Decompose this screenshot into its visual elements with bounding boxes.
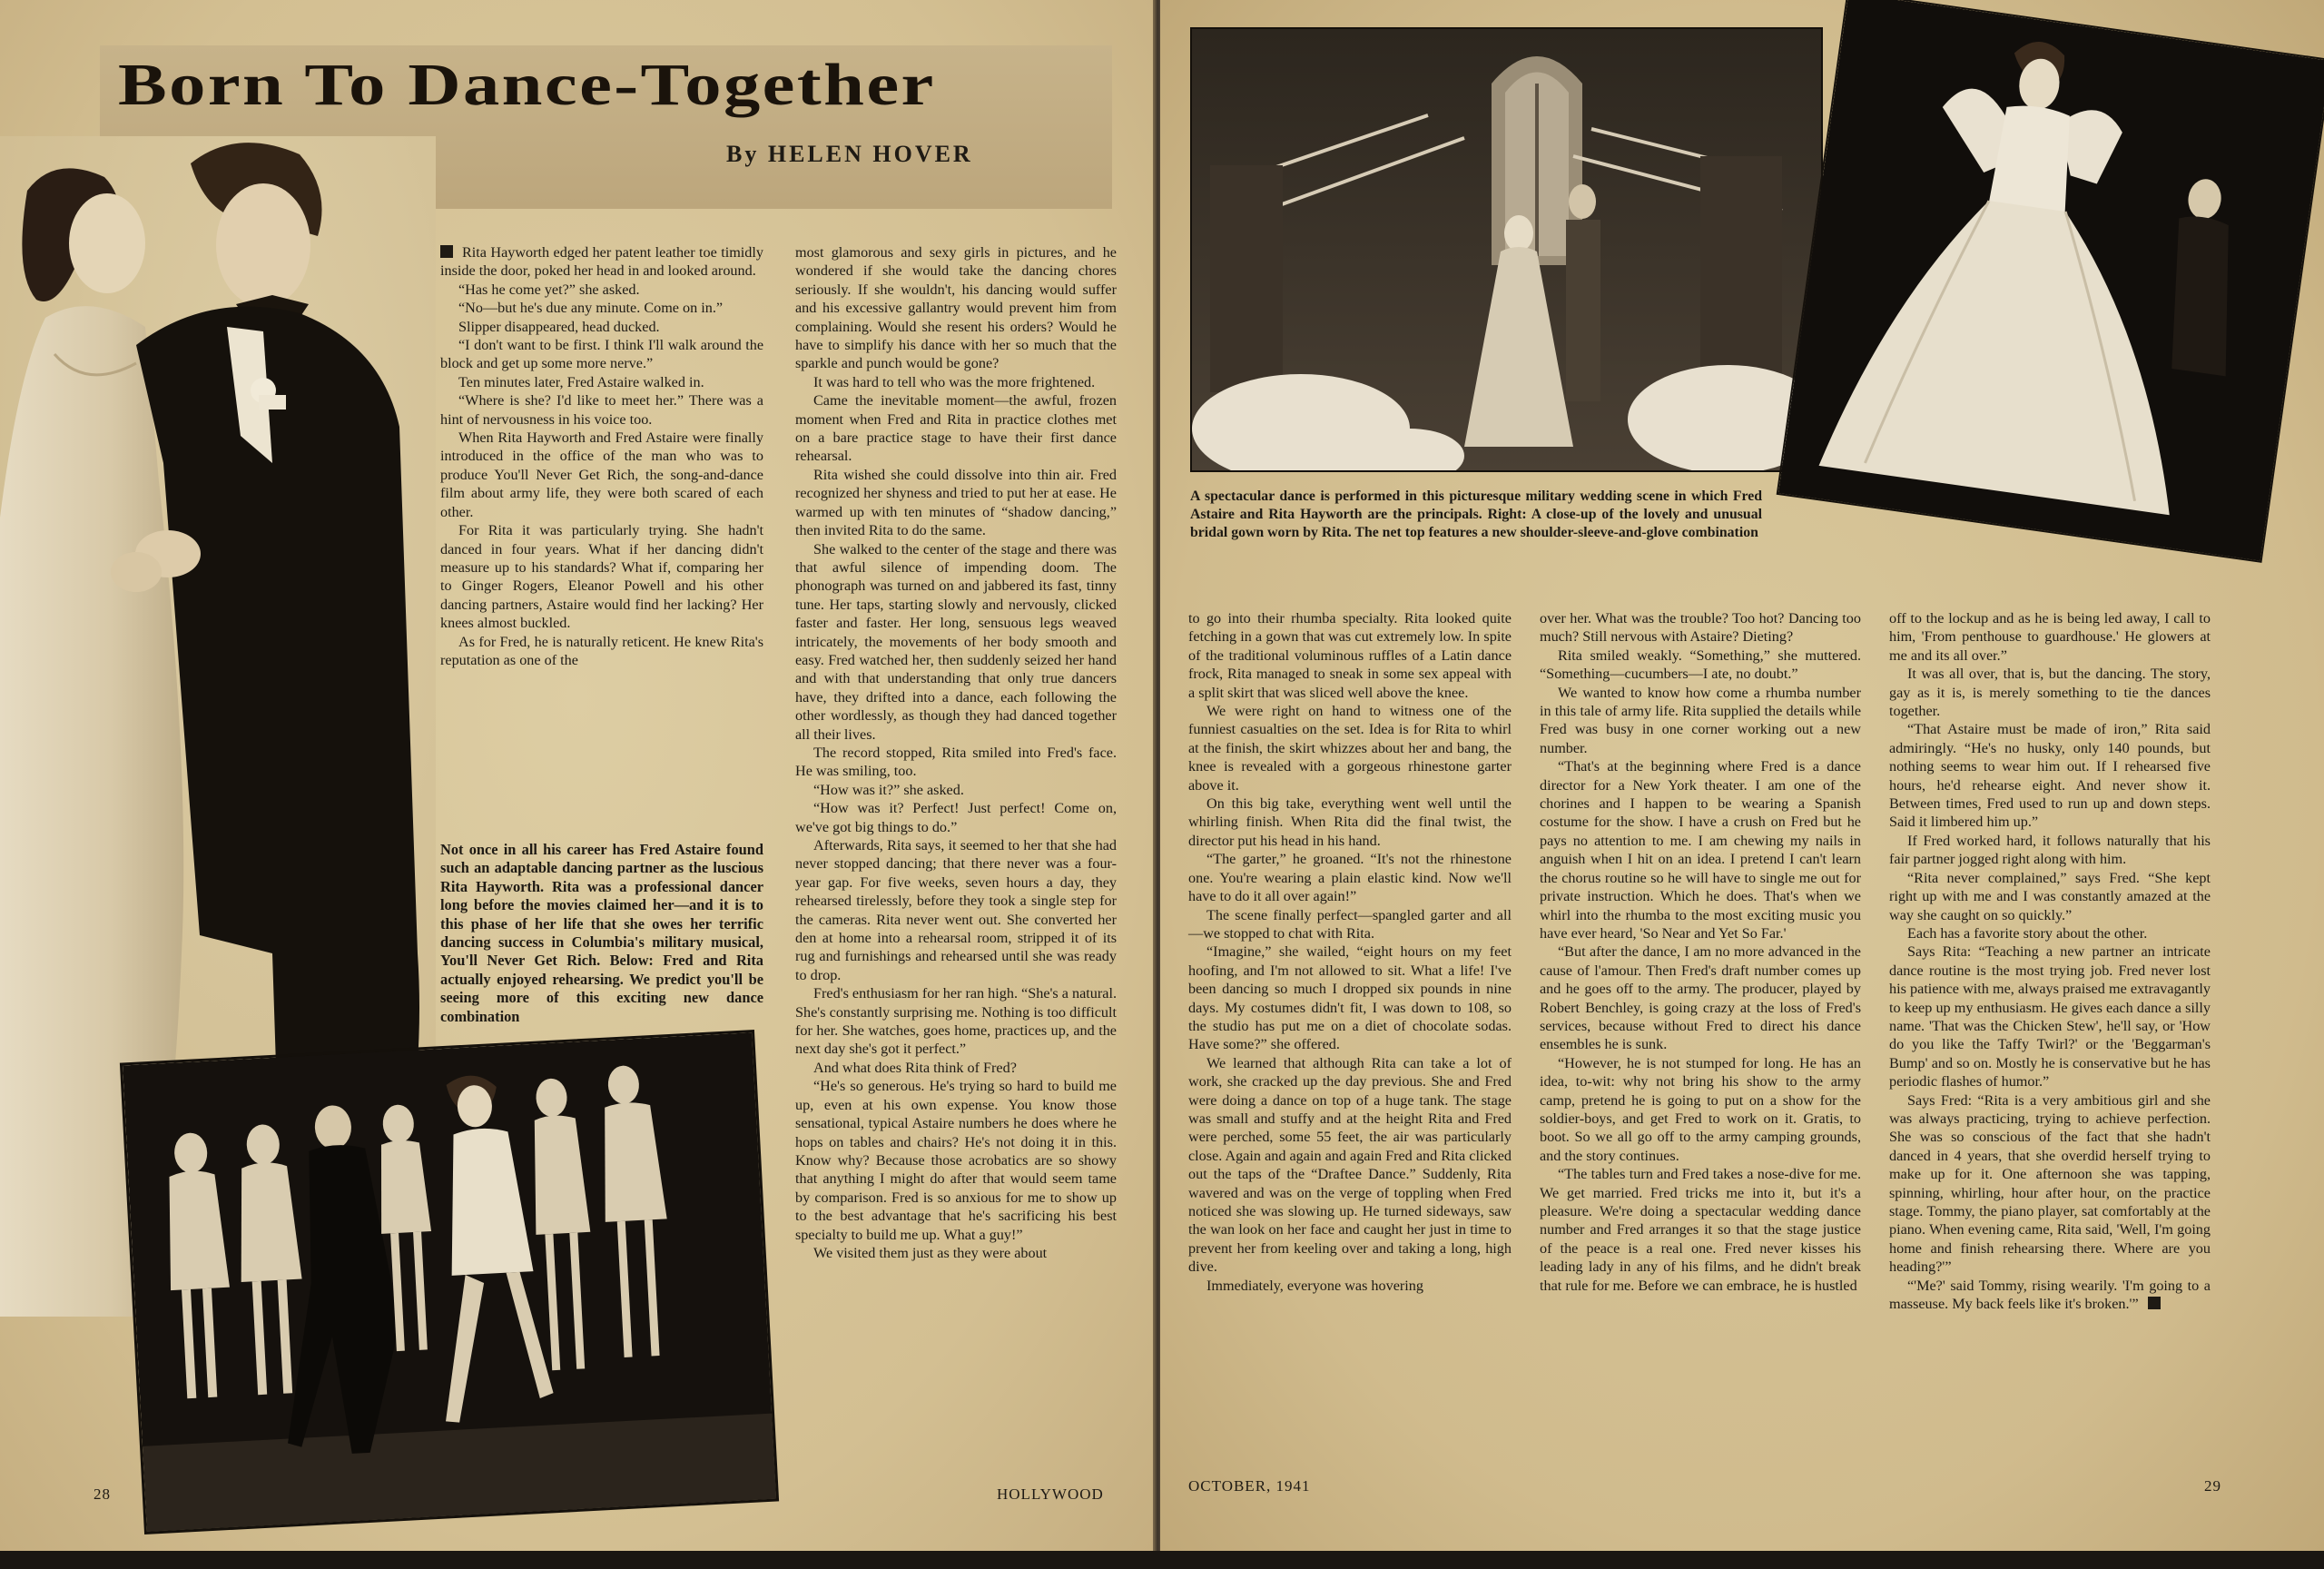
paragraph: to go into their rhumba specialty. Rita looked quite fetching in a gown that was cut extremely low. In spite of the traditional voluminous ruffles of a Latin dance frock, Rita managed to sneak in some sex appeal with a split skirt that was sliced well above the knee. (1188, 610, 1512, 701)
paragraph: Says Fred: “Rita is a very ambitious girl and she was always practicing, trying to achieve perfection. She was so conscious of the fact that she hadn't danced in 4 years, that she overdid herself trying to make up for it. One afternoon she was tapping, spinning, whirling, hour after hour, on the practice stage. Tommy, the piano player, sat comfortably at the piano. When evening came, Rita said, 'Well, I'm going home and finish rehearsing there. Where are you heading?'” (1889, 1091, 2211, 1276)
issue-date: OCTOBER, 1941 (1188, 1477, 1311, 1495)
paragraph: off to the lockup and as he is being led away, I call to him, 'From penthouse to guardhouse.' He glowers at me and its all over.” (1889, 610, 2211, 664)
paragraph: The scene finally perfect—spangled garter and all—we stopped to chat with Rita. (1188, 906, 1512, 942)
paragraph: When Rita Hayworth and Fred Astaire were finally introduced in the office of the man who was to produce You'll Never Get Rich, the song-and-dance film about army life, they were both scared of each other. (440, 429, 763, 520)
paragraph: most glamorous and sexy girls in pictures, and he wondered if she would take the dancing chores seriously. If she wouldn't, his dancing would suffer and his excessive gallantry would prevent him from complaining. Would she resent his orders? Would he have to simplify his dance with her so much that the sparkle and punch would be gone? (795, 244, 1117, 372)
page-number-left: 28 (94, 1485, 111, 1503)
magazine-name: HOLLYWOOD (997, 1485, 1104, 1503)
rehearsal-group-photo-art (123, 1032, 779, 1534)
paragraph: “The tables turn and Fred takes a nose-dive for me. We get married. Fred tricks me into it, but it's a pleasure. We're doing a spectacular wedding dance number and Fred arranges it so that the stage justice of the peace is a real one. Fred never kisses his leading lady in any of his films, and he didn't break that rule for me. Before we can embrace, he is hustled (1540, 1166, 1861, 1294)
paragraph: We visited them just as they were about (813, 1244, 1048, 1261)
bullet-square-icon (440, 245, 453, 258)
paragraph: On this big take, everything went well until the whirling finish. When Rita did the final twist, the director put his head in his hand. (1188, 795, 1512, 849)
paragraph: “He's so generous. He's trying so hard to build me up, even at his own expense. You know those sensational, typical Astaire numbers he does where he hops on tables and chairs? He's not doing it in this. Know why? Because those acrobatics are so showy that anything I might do after that would seem tame by comparison. Fred is so anxious for me to show up to the best advantage that he's sacrificing his best specialty to build me up. What a guy!” (795, 1078, 1117, 1243)
paragraph: Rita wished she could dissolve into thin air. Fred recognized her shyness and tried to put her at ease. He warmed up with ten minutes of “shadow dancing,” then invited Rita to do the same. (795, 466, 1117, 539)
paragraph: We learned that although Rita can take a lot of work, she cracked up the day previous. She and Fred were doing a dance on top of a huge tank. The stage was small and stuffy and at the height Rita and Fred were perched, some 55 feet, the air was particularly close. Again and again and again Fred and Rita clicked out the taps of the “Draftee Dance.” Suddenly, Rita wavered and was on the verge of toppling when Fred noticed she was slowing up. He turned sideways, saw the wan look on her face and caught her just in time to prevent her from keeling over and taking a long, high dive. (1188, 1054, 1512, 1276)
paragraph: “No—but he's due any minute. Come on in.” (458, 300, 724, 317)
paragraph: She walked to the center of the stage and there was that awful silence of impending doom. The phonograph was turned on and jabbered its fast, tinny tune. Her taps, starting slowly and nervously, clicked faster and faster. Her long, sensuous legs weaved intricately, the movements of her body smooth and easy. Fred watched her, then suddenly seized her hand and with that understanding that only true dancers have, they drifted into a dance, each following the other wordlessly, as though they had danced together all their lives. (795, 540, 1117, 743)
paragraph: “How was it?” she asked. (813, 781, 964, 798)
right-column-1 (1188, 609, 1512, 1295)
left-photo-caption: Not once in all his career has Fred Astaire found such an adaptable dancing partner as the luscious Rita Hayworth. Rita was a professional dancer long before the movies claimed her—and it is to this phase of her life that she owes her terrific dancing success in Columbia's military musical, You'll Never Get Rich. Below: Fred and Rita actually enjoyed rehearsing. We predict you'll be seeing more of this exciting new dance combination (440, 841, 763, 1025)
wedding-photo-caption: A spectacular dance is performed in this picturesque military wedding scene in which Fred Astaire and Rita Hayworth are the principals. Right: A close-up of the lovely and unusual bridal gown worn by Rita. The net top features a new shoulder-sleeve-and-glove combination (1190, 488, 1762, 540)
bottom-edge (0, 1551, 2324, 1569)
paragraph: over her. What was the trouble? Too hot? Dancing too much? Still nervous with Astaire? Dieting? (1540, 610, 1861, 646)
rehearsal-group-photo (120, 1030, 779, 1534)
paragraph: Afterwards, Rita says, it seemed to her that she had never stopped dancing; that there never was a four-year gap. For five weeks, seven hours a day, they rehearsed tirelessly, before they took a single step for the cameras. Rita never went out. She converted her den at home into a rehearsal room, stripped it of its rug and furnishings and rehearsed until she was ready to drop. (795, 837, 1117, 983)
paragraph: Fred's enthusiasm for her ran high. “She's a natural. She's constantly surprising me. Nothing is too difficult for her. She watches, goes home, practices up, and the next day she's got it perfect.” (795, 985, 1117, 1058)
paragraph: “That's at the beginning where Fred is a dance director for a New York theater. I am one of the chorines and I happen to be wearing a Spanish costume for the show. I have a crush on Fred but he pays no attention to me. I am chewing my nails in anguish when I hit on an idea. I pretend I can't learn the chorus routine so he will have to single me out for private instruction. Which he does. That's when we whirl into the rhumba to the most exciting music you have ever heard, 'So Near and Yet So Far.' (1540, 758, 1861, 942)
paragraph: Each has a favorite story about the other. (1907, 924, 2148, 942)
paragraph: We wanted to know how come a rhumba number in this tale of army life. Rita supplied the details while Fred was busy in one corner working out a new number. (1540, 684, 1861, 756)
bridal-gown-photo-art (1777, 0, 2324, 563)
paragraph: It was all over, that is, but the dancing. The story, gay as it is, is merely something to tie the dances together. (1889, 666, 2211, 720)
left-column-2 (795, 243, 1117, 1262)
paragraph: Slipper disappeared, head ducked. (458, 318, 660, 335)
paragraph: “The garter,” he groaned. “It's not the rhinestone one. You're wearing a plain elastic kind. Now we'll have to do it all over again!” (1188, 851, 1512, 905)
paragraph: Ten minutes later, Fred Astaire walked in. (458, 373, 704, 390)
paragraph: It was hard to tell who was the more frightened. (813, 373, 1096, 390)
paragraph: Says Rita: “Teaching a new partner an intricate dance routine is the most trying job. Fred never lost his patience with me, always praised me extravagantly to keep up my enthusiasm. He gives each dance a silly name. 'That was the Chicken Stew', he'll say, or 'How do you like the Taffy Twirl?' or the 'Beggarman's Bump' and so on. Mostly he is conservative but he has periodic flashes of humor.” (1889, 943, 2211, 1090)
page-number-right: 29 (2204, 1477, 2221, 1495)
paragraph: “I don't want to be first. I think I'll walk around the block and get up some more nerve.” (440, 337, 763, 372)
end-mark-square-icon (2148, 1297, 2161, 1309)
article-title: Born To Dance-Together (118, 52, 936, 118)
paragraph: The record stopped, Rita smiled into Fred's face. He was smiling, too. (795, 744, 1117, 780)
paragraph: For Rita it was particularly trying. She hadn't danced in four years. What if her dancing didn't measure up to his standards? What if, comparing her to Ginger Rogers, Eleanor Powell and his other dancing partners, Astaire would find her lacking? Her knees almost buckled. (440, 522, 763, 632)
wedding-scene-photo (1190, 27, 1823, 472)
right-column-2 (1540, 609, 1861, 1295)
paragraph: “Imagine,” she wailed, “eight hours on my feet hoofing, and I'm not allowed to sit. What a life! I've been dancing so much I dropped six pounds in nine days. My costumes didn't fit, I was down to 108, so the studio has put me on a diet of chocolate sodas. Have some?” she offered. (1188, 943, 1512, 1053)
wedding-scene-photo-art (1192, 29, 1823, 472)
byline: By HELEN HOVER (726, 141, 973, 167)
paragraph: Immediately, everyone was hovering (1206, 1277, 1423, 1294)
paragraph: Rita smiled weakly. “Something,” she muttered. “Something—cucumbers—I ate, no doubt.” (1540, 646, 1861, 683)
left-column-1 (440, 243, 763, 669)
paragraph: And what does Rita think of Fred? (813, 1059, 1017, 1076)
paragraph: As for Fred, he is naturally reticent. He knew Rita's reputation as one of the (440, 633, 763, 668)
paragraph: “Where is she? I'd like to meet her.” There was a hint of nervousness in his voice too. (440, 392, 763, 428)
paragraph: “But after the dance, I am no more advanced in the cause of l'amour. Then Fred's draft number comes up and he goes off to the army. The producer, played by Robert Benchley, is going crazy at the loss of Fred's services, because without Fred to direct his dance ensembles he is sunk. (1540, 943, 1861, 1053)
paragraph: “'Me?' said Tommy, rising wearily. 'I'm going to a masseuse. My back feels like it's broken.'” (1889, 1277, 2211, 1313)
right-page (1160, 0, 2324, 1554)
paragraph: “Rita never complained,” says Fred. “She kept right up with me and I was constantly amazed at the way she caught on so quickly.” (1889, 869, 2211, 923)
paragraph: “Has he come yet?” she asked. (458, 281, 640, 298)
paragraph: Came the inevitable moment—the awful, frozen moment when Fred and Rita in practice clothes met on a bare practice stage to have their first dance rehearsal. (795, 392, 1117, 465)
paragraph: “That Astaire must be made of iron,” Rita said admiringly. “He's no husky, only 140 pounds, but nothing seems to wear him out. If I rehearsed five hours, he'd rehearse eight. And never show it. Between times, Fred used to run up and down steps. Said it limbered him up.” (1889, 721, 2211, 831)
paragraph: If Fred worked hard, it follows naturally that his fair partner jogged right along with him. (1889, 832, 2211, 868)
bridal-gown-photo (1777, 0, 2324, 563)
right-column-3 (1889, 609, 2211, 1313)
left-page (0, 0, 1153, 1554)
paragraph: Rita Hayworth edged her patent leather toe timidly inside the door, poked her head in and looked around. (440, 244, 763, 280)
paragraph: “However, he is not stumped for long. He has an idea, to-wit: why not bring his show to the army camp, pretend he is going to put on a show for the soldier-boys, and get Fred to work on it. Gratis, to boot. So we all go off to the army camping grounds, and the story continues. (1540, 1054, 1861, 1164)
paragraph: “How was it? Perfect! Just perfect! Come on, we've got big things to do.” (795, 800, 1117, 835)
paragraph: We were right on hand to witness one of the funniest casualties on the set. Idea is for Rita to whirl at the finish, the skirt whizzes about her and bang, the knee is revealed with a gorgeous rhinestone garter above it. (1188, 703, 1512, 794)
